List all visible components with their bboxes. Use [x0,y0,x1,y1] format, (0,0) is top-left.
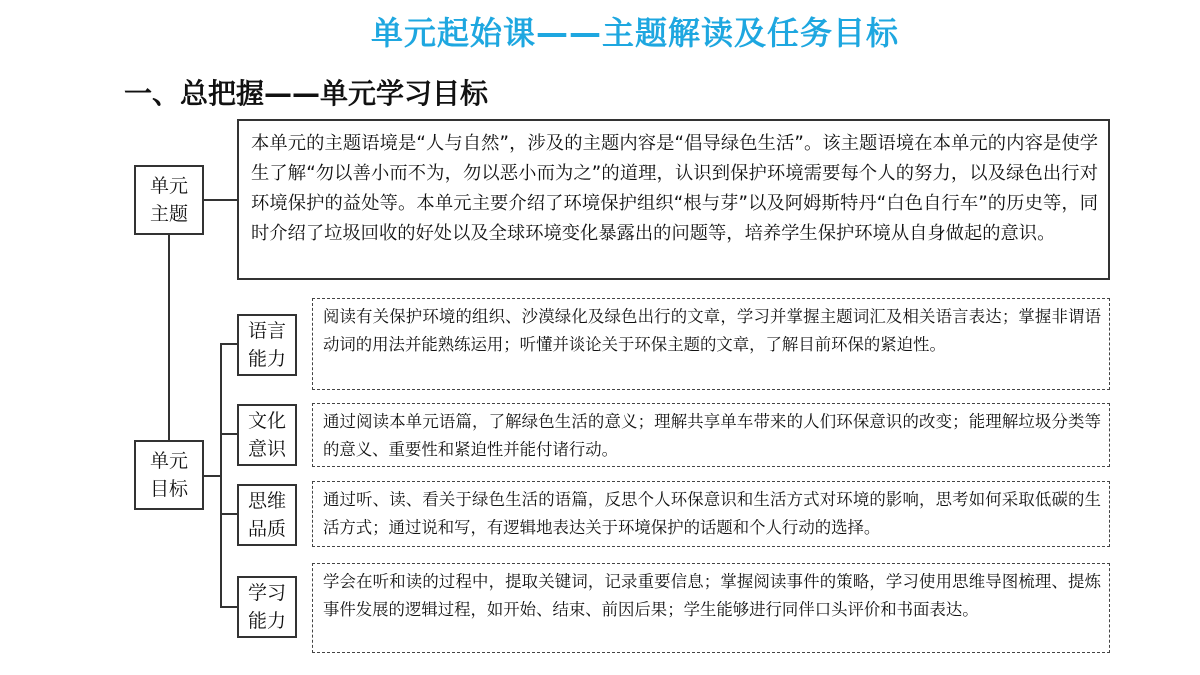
goal-text-language: 阅读有关保护环境的组织、沙漠绿化及绿色出行的文章，学习并掌握主题词汇及相关语言表达；掌握非谓语动词的用法并能熟练运用；听懂并谈论关于环保主题的文章，了解目前环保的紧迫性。 [312,298,1110,390]
goal-label-thinking [237,484,297,546]
unit-goals-label-line1: 单元 [149,450,188,472]
unit-goals-label [134,440,204,510]
goal-label-line1: 思维 [247,490,286,512]
connector-goals-to-branch [203,475,221,477]
connector-branch-vertical [220,343,222,608]
goal-label-line1: 学习 [247,582,286,604]
connector-theme-to-text [203,199,237,201]
connector-branch-3 [220,513,237,515]
goal-label-line2: 品质 [247,518,286,540]
goal-label-line1: 文化 [247,410,286,432]
goal-label-line2: 能力 [247,610,286,632]
section-heading: 一、总把握——单元学习目标 [124,77,489,110]
unit-theme-label-line2: 主题 [149,203,188,225]
goal-label-line2: 意识 [247,438,286,460]
connector-branch-4 [220,606,237,608]
goal-text-thinking: 通过听、读、看关于绿色生活的语篇，反思个人环保意识和生活方式对环境的影响，思考如何采取低碳的生活方式；通过说和写，有逻辑地表达关于环境保护的话题和个人行动的选择。 [312,481,1110,547]
unit-theme-text: 本单元的主题语境是“人与自然”，涉及的主题内容是“倡导绿色生活”。该主题语境在本单元的内容是使学生了解“勿以善小而不为，勿以恶小而为之”的道理，认识到保护环境需要每个人的努力，以及绿色出行对环境保护的益处等。本单元主要介绍了环境保护组织“根与芽”以及阿姆斯特丹“白色自行车”的历史等，同时介绍了垃圾回收的好处以及全球环境变化暴露出的问题等，培养学生保护环境从自身做起的意识。 [237,119,1110,280]
goal-label-line1: 语言 [247,320,286,342]
connector-branch-2 [220,433,237,435]
goal-label-learning [237,576,297,638]
unit-goals-label-line2: 目标 [149,478,188,500]
unit-theme-label-line1: 单元 [149,175,188,197]
goal-label-line2: 能力 [247,348,286,370]
goal-text-culture: 通过阅读本单元语篇，了解绿色生活的意义；理解共享单车带来的人们环保意识的改变；能理解垃圾分类等的意义、重要性和紧迫性并能付诸行动。 [312,403,1110,467]
goal-label-culture [237,404,297,466]
goal-text-learning: 学会在听和读的过程中，提取关键词，记录重要信息；掌握阅读事件的策略，学习使用思维导图梳理、提炼事件发展的逻辑过程，如开始、结束、前因后果；学生能够进行同伴口头评价和书面表达。 [312,563,1110,653]
connector-vertical-main [168,234,170,440]
connector-branch-1 [220,343,237,345]
goal-label-language [237,314,297,376]
unit-theme-label [134,165,204,235]
page-title: 单元起始课——主题解读及任务目标 [370,14,899,52]
